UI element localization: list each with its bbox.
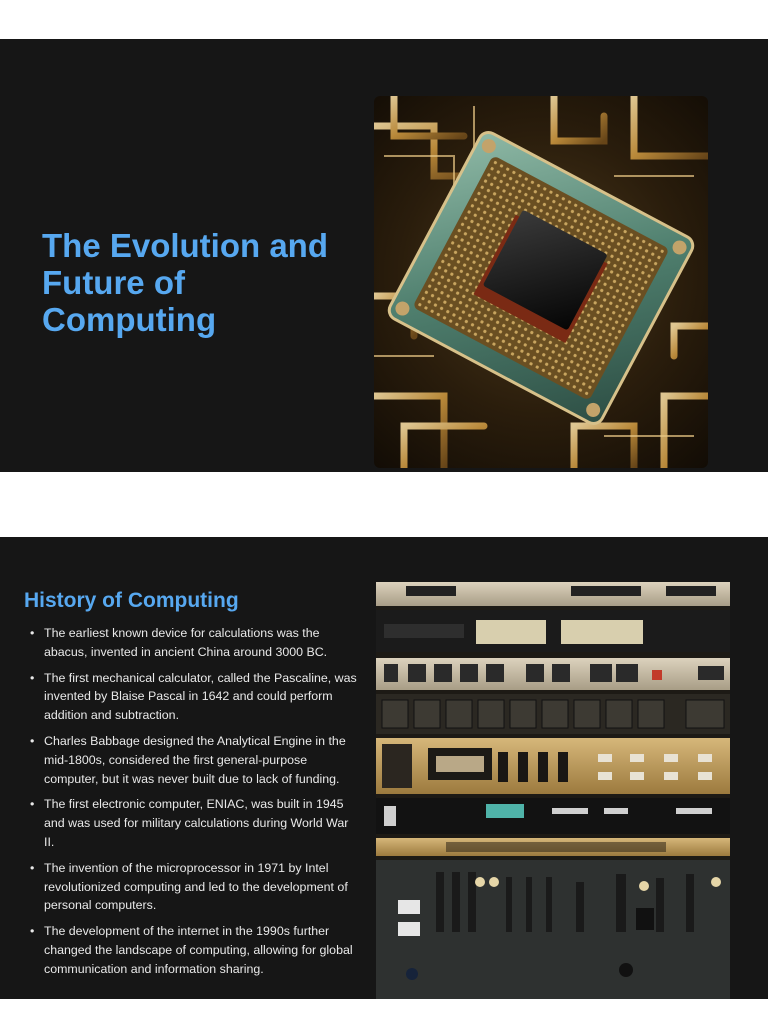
history-slide [0, 537, 768, 999]
list-item: • The invention of the microprocessor in 1971 by Intel revolutionized computing and led to the development of personal computers. [30, 860, 348, 913]
vintage-computer-image [376, 582, 730, 999]
bullet-icon: • [30, 797, 35, 812]
bullet-icon: • [30, 733, 35, 748]
list-item: • The first electronic computer, ENIAC, was built in 1945 and was used for military calculations during World War II. [30, 797, 349, 849]
slide-title: The Evolution and Future of Computing [42, 227, 328, 338]
bullet-list [24, 624, 358, 986]
bullet-icon: • [30, 860, 35, 875]
list-item: • Charles Babbage designed the Analytical Engine in the mid-1800s, considered the first general-purpose computer, but it was never built due to lack of funding. [30, 733, 346, 786]
list-item: • The first mechanical calculator, called the Pascaline, was invented by Blaise Pascal in 1642 and could perform addition and subtraction. [30, 670, 357, 723]
list-item: • The earliest known device for calculations was the abacus, invented in ancient China around 3000 BC. [30, 626, 328, 659]
bullet-icon: • [30, 670, 35, 685]
bullet-icon: • [30, 626, 35, 640]
bullet-icon: • [30, 924, 35, 939]
list-item: • The development of the internet in the 1990s further changed the landscape of computing, allowing for global communication and information sharing. [30, 924, 353, 976]
microchip-image [374, 96, 708, 468]
slide-title: History of Computing [24, 589, 239, 612]
title-slide [0, 39, 768, 472]
